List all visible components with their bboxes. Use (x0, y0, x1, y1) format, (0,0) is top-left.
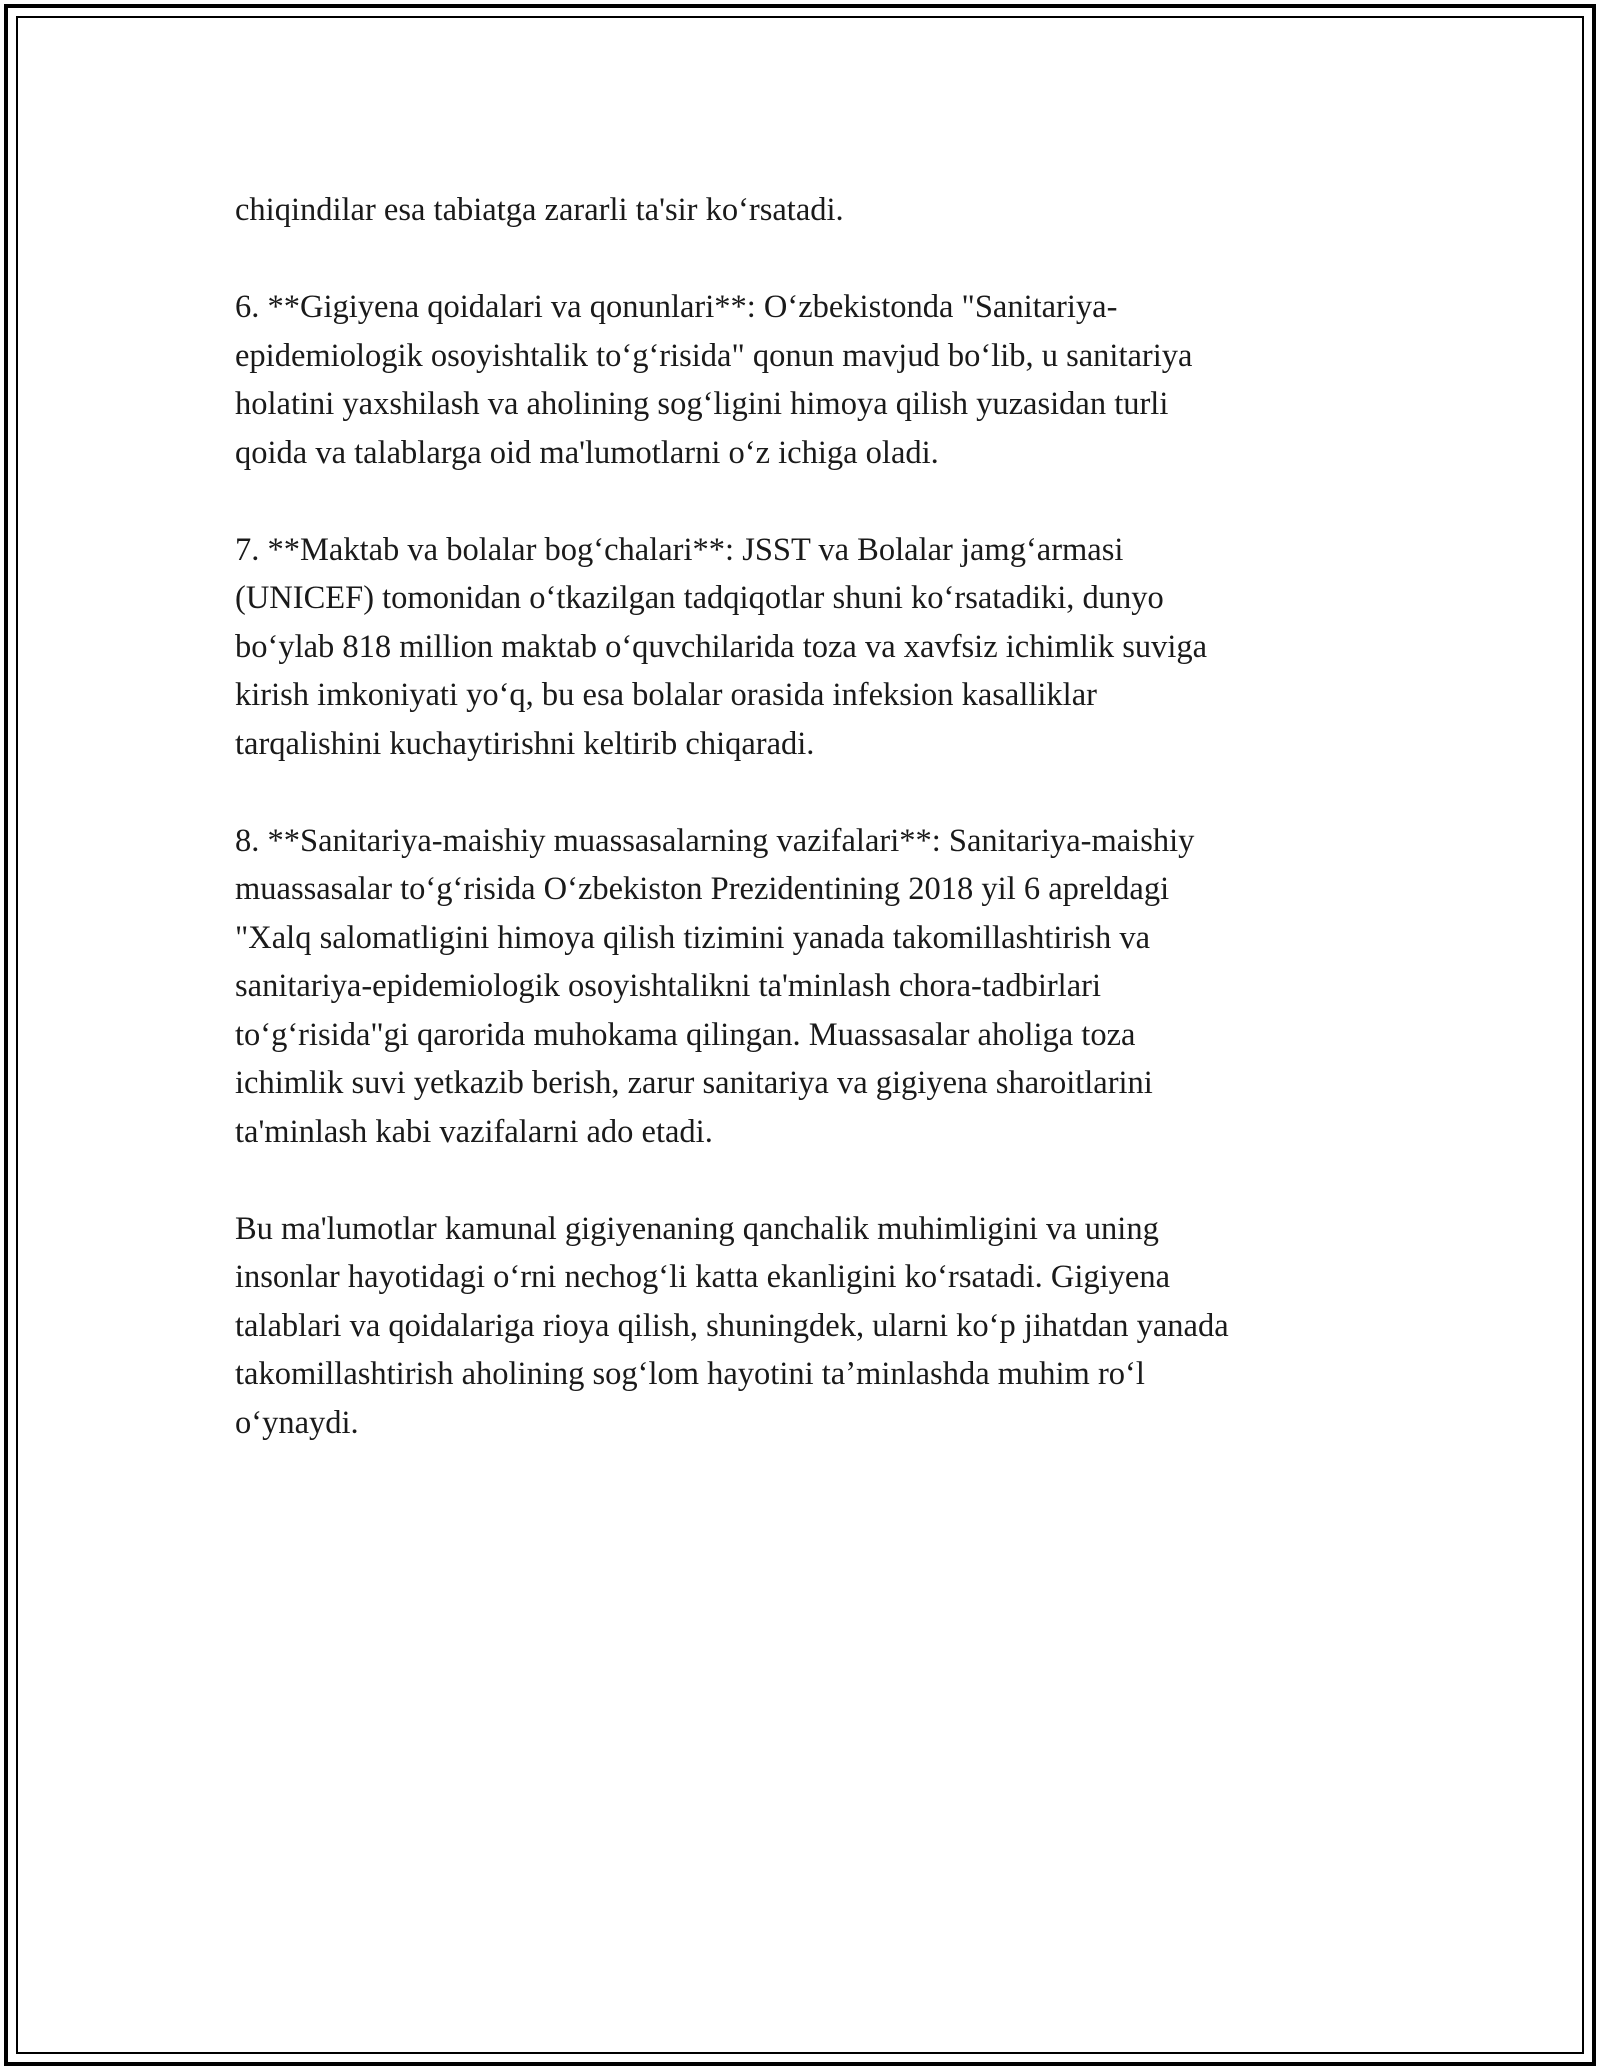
paragraph-item-8-sanitary-institutions: 8. **Sanitariya-maishiy muassasalarning vazifalari**: Sanitariya-maishiy muassasalar toʻgʻrisida Oʻzbekiston Prezidentining 2018 yil 6 apreldagi "Xalq salomatligini himoya qilish tizimini yanada takomillashtirish va sanitariya-epidemiologik osoyishtalikni ta'minlash chora-tadbirlari toʻgʻrisida"gi qarorida muhokama qilingan. Muassasalar aholiga toza ichimlik suvi yetkazib berish, zarur sanitariya va gigiyena sharoitlarini ta'minlash kabi vazifalarni ado etadi. (235, 822, 1195, 1150)
paragraph-conclusion: Bu ma'lumotlar kamunal gigiyenaning qanchalik muhimligini va uning insonlar hayotidagi oʻrni nechogʻli katta ekanligini koʻrsatadi. Gigiyena talablari va qoidalariga rioya qilish, shuningdek, ularni koʻp jihatdan yanada takomillashtirish aholining sogʻlom hayotini taʼminlashda muhim roʻl oʻynaydi. (235, 1210, 1229, 1441)
paragraph-item-7-schools: 7. **Maktab va bolalar bogʻchalari**: JSST va Bolalar jamgʻarmasi (UNICEF) tomonidan oʻtkazilgan tadqiqotlar shuni koʻrsatadiki, dunyo boʻylab 818 million maktab oʻquvchilarida toza va xavfsiz ichimlik suviga kirish imkoniyati yoʻq, bu esa bolalar orasida infeksion kasalliklar tarqalishini kuchaytirishni keltirib chiqaradi. (235, 531, 1208, 762)
paragraph-continuation: chiqindilar esa tabiatga zararli ta'sir koʻrsatadi. (235, 192, 844, 228)
paragraph-item-6-hygiene-rules: 6. **Gigiyena qoidalari va qonunlari**: Oʻzbekistonda "Sanitariya- epidemiologik osoyishtalik toʻgʻrisida" qonun mavjud boʻlib, u sanitariya holatini yaxshilash va aholining sogʻligini himoya qilish yuzasidan turli qoida va talablarga oid ma'lumotlarni oʻz ichiga oladi. (235, 289, 1193, 471)
document-body (235, 186, 1375, 1496)
